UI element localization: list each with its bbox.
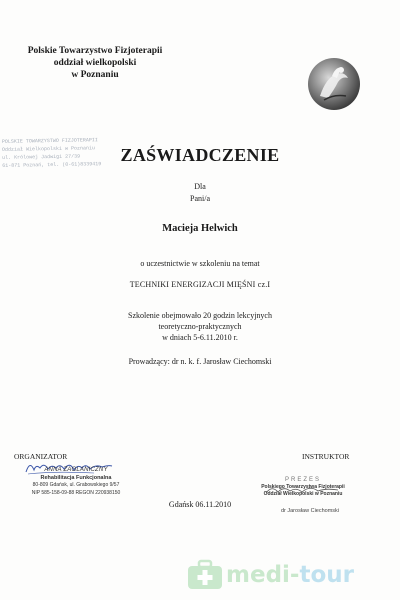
lead-instructor: Prowadzący: dr n. k. f. Jarosław Ciechomski	[128, 357, 272, 366]
medical-case-icon	[186, 559, 224, 591]
place-and-date: Gdańsk 06.11.2010	[168, 500, 232, 509]
org-city: w Poznaniu	[71, 70, 119, 80]
hours-type: teoretyczno-praktycznych	[158, 322, 242, 331]
dla-label: Dla	[194, 182, 206, 191]
training-topic: TECHNIKI ENERGIZACJI MIĘŚNI cz.I	[129, 280, 271, 289]
instructor-name: dr Jarosław Ciechomski	[280, 508, 340, 514]
participation-text: o uczestnictwie w szkoleniu na temat	[140, 259, 260, 268]
instructor-label: INSTRUKTOR	[302, 452, 350, 461]
president-stamp-org: Polskiego Towarzystwa Fizjoterapii	[261, 484, 345, 490]
organizer-label: ORGANIZATOR	[14, 452, 68, 461]
hours-line: Szkolenie obejmowało 20 godzin lekcyjnych	[128, 311, 272, 320]
president-stamp-branch: Oddział Wielkopolski w Poznaniu	[263, 491, 343, 497]
instructor-signature	[262, 483, 342, 497]
org-branch: oddział wielkopolski	[53, 58, 137, 68]
faint-stamp-line: Oddział Wielkopolski w Poznaniu	[1, 145, 95, 153]
organizer-stamp	[16, 467, 136, 497]
organizer-stamp-name: ANNA ZAGLANICZNY	[44, 467, 108, 473]
watermark-text	[226, 555, 354, 595]
organizer-stamp-ids: NIP 585-158-09-88 REGON 220938150	[31, 489, 121, 496]
ptf-logo-icon	[306, 56, 362, 112]
recipient-name: Macieja Helwich	[162, 223, 238, 234]
organization-header	[0, 45, 190, 81]
salutation: Pani/a	[190, 194, 210, 203]
medi-tour-watermark	[186, 555, 396, 595]
certificate-title: ZAŚWIADCZENIE	[120, 145, 280, 165]
watermark-text-tour: tour	[299, 562, 354, 588]
faint-stamp-line: POLSKIE TOWARZYSTWO FIZJOTERAPII	[1, 137, 98, 145]
org-name: Polskie Towarzystwo Fizjoterapii	[27, 46, 163, 56]
training-dates: w dniach 5-6.11.2010 r.	[162, 333, 238, 342]
president-stamp-title: PREZES	[284, 477, 321, 483]
watermark-text-medi: medi-	[226, 562, 300, 588]
faint-stamp-line: ul. Królowej Jadwigi 27/39	[2, 153, 81, 161]
faint-stamp-line: 61-871 Poznań, tel. (0-61)8339419	[2, 161, 102, 169]
training-hours	[0, 310, 400, 343]
organizer-stamp-address: 80-809 Gdańsk, ul. Grabowskiego 9/57	[32, 482, 120, 488]
organizer-stamp-company: Rehabilitacja Funkcjonalna	[40, 474, 112, 481]
